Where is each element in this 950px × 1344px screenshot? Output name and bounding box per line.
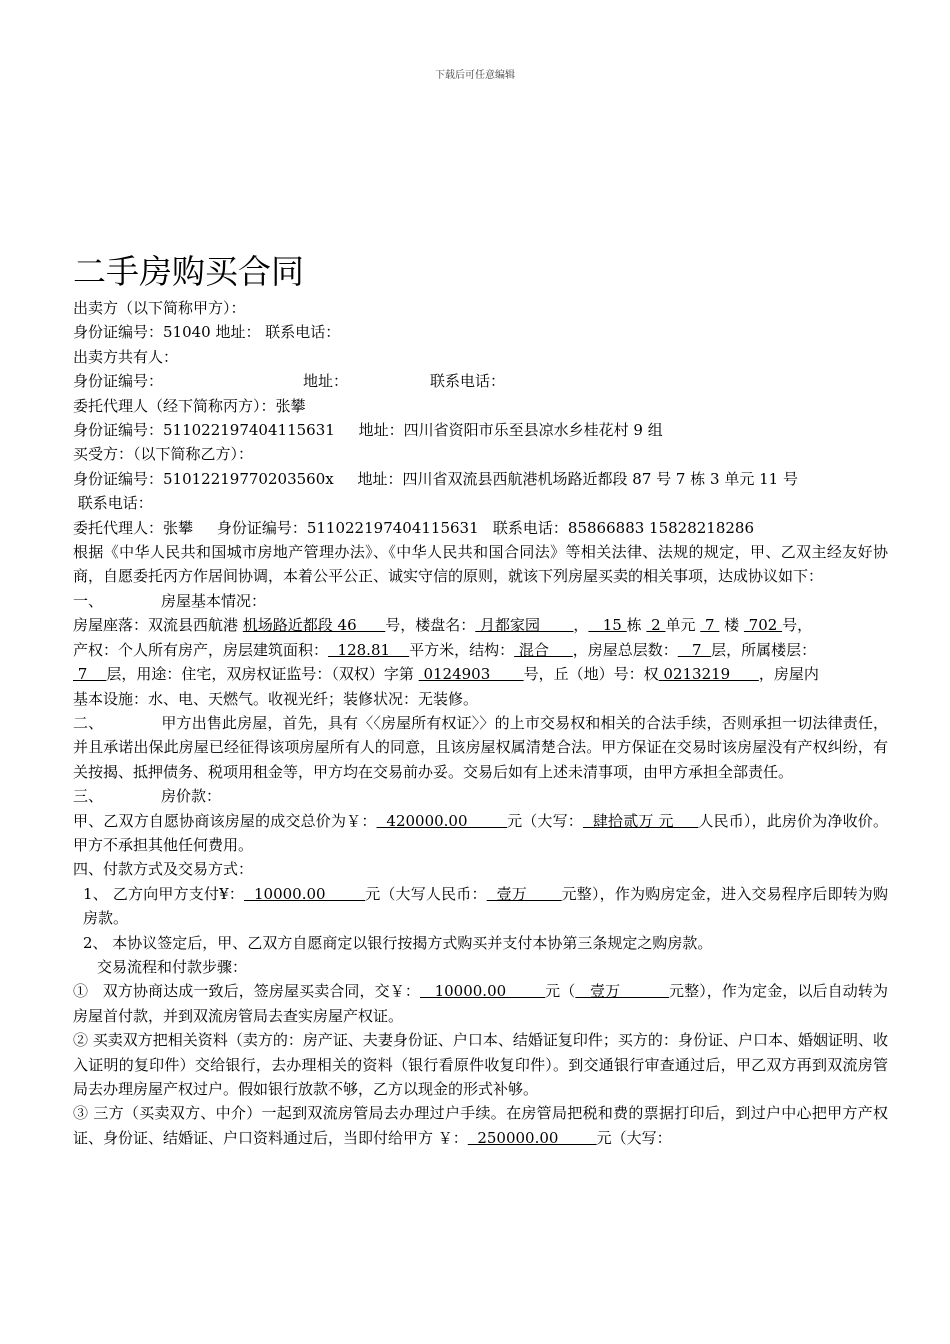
- co-owner-id-label: 身份证编号：: [73, 372, 164, 391]
- property-total-floors: 7: [677, 640, 712, 659]
- payment-text: 元整），作为购房定金，进入交易程序后即转为购房款。: [83, 884, 888, 928]
- property-text: 产权：个人所有房产，房层建筑面积：: [73, 640, 329, 659]
- step-3-amount: 250000.00: [467, 1128, 597, 1147]
- location-label: 房屋座落：双流县西航港: [73, 616, 243, 635]
- co-owner-phone-label: 联系电话：: [430, 372, 506, 391]
- location-line: [73, 613, 888, 637]
- document-title: 二手房购买合同: [73, 252, 304, 291]
- co-owner-address-label: 地址：: [303, 372, 349, 391]
- section-4-heading: 四、付款方式及交易方式：: [73, 860, 254, 879]
- certificate-number: 0124903: [418, 665, 524, 684]
- location-text: ，: [573, 616, 589, 635]
- price-text: 甲、乙双方自愿协商该房屋的成交总价为￥：: [73, 811, 377, 830]
- location-text: 号，楼盘名：: [385, 616, 476, 635]
- seller-id-line: 身份证编号：51040 地址： 联系电话：: [73, 323, 341, 342]
- step-1-text: ① 双方协商达成一致后，签房屋买卖合同，交￥：: [73, 982, 420, 1001]
- property-line: [73, 638, 888, 662]
- property-structure: 混合: [514, 640, 573, 659]
- payment-1-paragraph: [73, 882, 888, 931]
- property-text: 层，所属楼层：: [711, 640, 817, 659]
- facilities-line: 基本设施：水、电、天燃气。收视光纤；装修状况：无装修。: [73, 689, 479, 708]
- buyer-agent-line: 委托代理人：张攀 身份证编号：511022197404115631 联系电话：85866883 15828218286: [73, 518, 755, 537]
- location-street: 机场路近都段 46: [242, 616, 386, 635]
- location-text: 楼: [719, 616, 744, 635]
- property-text: ，房屋总层数：: [572, 640, 678, 659]
- price-amount-words: 肆拾贰万 元: [582, 811, 699, 830]
- contract-document: [73, 250, 888, 1150]
- location-text: 栋: [626, 616, 647, 635]
- floor-text: 号，丘（地）号：权: [523, 665, 659, 684]
- section-1-heading: [73, 589, 888, 613]
- deposit-amount: 10000.00: [244, 884, 366, 903]
- section-2-number: 二、: [73, 713, 104, 732]
- co-owner-id-line: [73, 369, 888, 393]
- step-1-text: 元（: [545, 982, 576, 1001]
- section-2-text: 甲方出售此房屋，首先，具有〈〈房屋所有权证〉〉的上市交易权和相关的合法手续，否则承担一切法律责任，并且承诺出保此房屋已经征得该项房屋所有人的同意，且该房屋权属清楚合法。甲方保证在交易时该房屋没有产权纠纷，有关按揭、抵押债务、税项用租金等，甲方均在交易前办妥。交易后如有上述未清事项，由甲方承担全部责任。: [73, 713, 888, 781]
- section-1-number: 一、: [73, 591, 104, 610]
- location-room: 702: [743, 616, 783, 635]
- section-3-title: 房价款：: [161, 787, 222, 806]
- section-3-number: 三、: [73, 787, 104, 806]
- flow-heading: 交易流程和付款步骤：: [97, 957, 248, 976]
- step-1-amount: 10000.00: [419, 982, 546, 1001]
- step-3-text: 元（大写：: [596, 1128, 672, 1147]
- land-number: 0213219: [658, 665, 759, 684]
- property-area: 128.81: [328, 640, 410, 659]
- buyer-id-line: 身份证编号：51012219770203560x 地址：四川省双流县西航港机场路近都段 87 号 7 栋 3 单元 11 号: [73, 469, 798, 488]
- section-1-title: 房屋基本情况：: [161, 591, 267, 610]
- price-text: 元（大写：: [507, 811, 583, 830]
- location-text: 号，: [782, 616, 813, 635]
- price-amount: 420000.00: [376, 811, 508, 830]
- property-text: 平方米，结构：: [409, 640, 515, 659]
- co-owner-line: 出卖方共有人：: [73, 347, 179, 366]
- buyer-line: 买受方：（以下简称乙方）：: [73, 445, 254, 464]
- step-3-text: ③ 三方（买卖双方、中介）一起到双流房管局去办理过户手续。在房管局把税和费的票据打印后，到过户中心把甲方产权证、身份证、结婚证、户口资料通过后，当即付给甲方 ￥：: [73, 1104, 888, 1147]
- location-estate: 月都家园: [475, 616, 574, 635]
- payment-text: 元（大写人民币：: [365, 884, 487, 903]
- buyer-phone-line: 联系电话：: [73, 494, 153, 513]
- step-1-paragraph: [73, 979, 888, 1028]
- step-3-paragraph: [73, 1101, 888, 1150]
- payment-text: 1、 乙方向甲方支付¥：: [83, 884, 245, 903]
- floor-text: ，房屋内: [758, 665, 819, 684]
- step-1-text: 元整），作为定金，以后自动转为房屋首付款，并到双流房管局去查实房屋产权证。: [73, 982, 888, 1025]
- section-3-heading: [73, 784, 888, 808]
- step-1-amount-words: 壹万: [575, 982, 669, 1001]
- agent-line: 委托代理人（经下简称丙方）：张攀: [73, 396, 306, 415]
- price-paragraph: [73, 809, 888, 858]
- agent-id-line: 身份证编号：511022197404115631 地址：四川省资阳市乐至县凉水乡桂花村 9 组: [73, 421, 663, 440]
- section-2-paragraph: [73, 711, 888, 784]
- floor-text: 层，用途：住宅，双房权证监号：（双权）字第: [106, 665, 419, 684]
- floor-line: [73, 662, 888, 686]
- deposit-amount-words: 壹万: [486, 884, 562, 903]
- location-building: 15: [588, 616, 627, 635]
- page-header-note: 下载后可任意编辑: [435, 70, 515, 81]
- price-text: 人民币），此房价为净收价。甲方不承担其他任何费用。: [73, 811, 888, 854]
- step-2-paragraph: ② 买卖双方把相关资料（卖方的：房产证、夫妻身份证、户口本、结婚证复印件；买方的：身份证、户口本、婚姻证明、收入证明的复印件）交给银行，去办理相关的资料（银行看原件收复印件）。到交通银行审查通过后，甲乙双方再到双流房管局去办理房屋产权过户。假如银行放款不够，乙方以现金的形式补够。: [73, 1031, 888, 1098]
- intro-paragraph: 根据《中华人民共和国城市房地产管理办法》、《中华人民共和国合同法》等相关法律、法规的规定，甲、乙双主经友好协商，自愿委托丙方作居间协调，本着公平公正、诚实守信的原则，就该下列房屋买卖的相关事项，达成协议如下：: [73, 543, 888, 586]
- location-floor: 7: [700, 616, 720, 635]
- location-text: 单元: [665, 616, 701, 635]
- seller-line: 出卖方（以下简称甲方）：: [73, 299, 246, 317]
- floor-number: 7: [73, 665, 107, 684]
- location-unit: 2: [646, 616, 666, 635]
- payment-2-line: 2、 本协议签定后，甲、乙双方自愿商定以银行按揭方式购买并支付本协第三条规定之购房款。: [83, 933, 713, 952]
